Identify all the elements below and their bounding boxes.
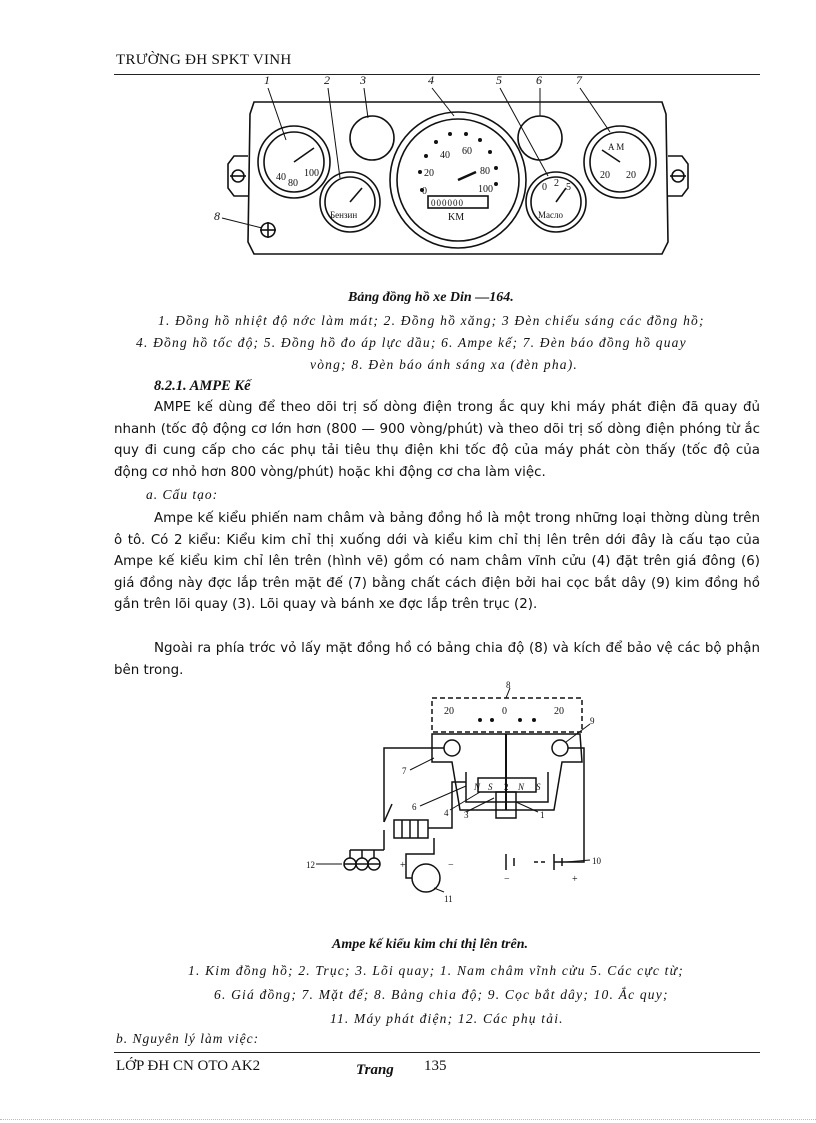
fig2-callout-4: 4 [444, 808, 449, 818]
gauge7-tick-right: 20 [626, 170, 636, 181]
generator-plus: + [400, 860, 406, 871]
speedo-tick-100: 100 [478, 184, 493, 195]
fig2-callout-7: 7 [402, 766, 407, 776]
gauge-lamp-3 [350, 116, 394, 160]
pole-n-right: N [518, 782, 525, 792]
speedo-tick-80: 80 [480, 166, 490, 177]
gauge1-mark-100: 100 [304, 168, 319, 179]
fig2-callout-6: 6 [412, 802, 417, 812]
pole-s-right: S [536, 782, 541, 792]
fig1-callout-8: 8 [214, 209, 220, 223]
fig1-callout-5: 5 [496, 73, 502, 87]
gauge1-mark-80: 80 [288, 178, 298, 189]
fig1-callout-2: 2 [324, 73, 330, 87]
fig1-callout-6: 6 [536, 73, 542, 87]
gauge1-mark-40: 40 [276, 172, 286, 183]
gauge5-tick-2: 2 [554, 178, 559, 189]
gauge7-tick-left: 20 [600, 170, 610, 181]
paragraph-structure: Ampe kế kiểu phiến nam châm và bảng đồng hồ là một trong những loại thờng dùng trên ô tô. Có 2 kiểu: Kiểu kim chỉ thị xuống dới và kiểu kim chỉ thị lên trên dới đây là cấu tạo của Ampe kế kiểu kim chỉ lên trên (hình vẽ) gồm có nam châm vĩnh cửu (4) đặt trên giá đông (6) giá đồng này đợc lắp trên mặt đế (7) bằng chất cách điện bởi hai cọc bắt dây (9) kim đồng hồ gắn trên lõi quay (3). Lõi quay và bánh xe đợc lắp trên trục (2). [114, 511, 760, 612]
terminal-left [444, 740, 460, 756]
ammeter-lamp-6 [518, 116, 562, 160]
dashboard-figure [214, 72, 688, 282]
figure1-caption-line-2: 4. Đồng hồ tốc độ; 5. Đồng hồ đo áp lực dầu; 6. Ampe kế; 7. Đèn báo đồng hồ quay [136, 335, 687, 350]
fig2-callout-11: 11 [444, 894, 453, 904]
generator [412, 864, 440, 892]
fig2-callout-12: 12 [306, 860, 315, 870]
gauge5-label: Масло [538, 210, 563, 220]
figure2-title: Ampe kế kiểu kim chỉ thị lên trên. [332, 937, 529, 952]
switch [384, 804, 392, 822]
fig1-callout-4: 4 [428, 73, 434, 87]
figure2-caption-line-1: 1. Kim đồng hồ; 2. Trục; 3. Lõi quay; 1. Nam châm vĩnh cửu 5. Các cực từ; [188, 963, 684, 978]
fig1-callout-3: 3 [360, 73, 366, 87]
fig2-callout-10: 10 [592, 856, 601, 866]
subheading-principle: b. Nguyên lý làm việc: [116, 1031, 260, 1046]
odometer-digits: 000000 [431, 198, 464, 208]
fig2-callout-2: 2 [504, 782, 509, 792]
footer-rule [114, 1052, 760, 1053]
page-header-title: TRƯỜNG ĐH SPKT VINH [116, 52, 292, 68]
figure2-caption-line-3: 11. Máy phát điện; 12. Các phụ tải. [330, 1011, 564, 1026]
speedo-tick-60: 60 [462, 146, 472, 157]
subheading-structure: a. Cấu tạo: [146, 487, 219, 502]
fig2-callout-9: 9 [590, 716, 595, 726]
wire-right [554, 748, 584, 862]
paragraph-front-cover: Ngoài ra phía trớc vỏ lấy mặt đồng hồ có bảng chia độ (8) và kích để bảo vệ các bộ phận bên trong. [114, 641, 760, 678]
fig2-callout-8: 8 [506, 680, 511, 690]
scale-tick-zero: 0 [502, 706, 507, 717]
battery-minus: − [504, 874, 510, 885]
figure1-caption-line-3: vòng; 8. Đèn báo ánh sáng xa (đèn pha). [310, 357, 579, 372]
pole-s-left: S [488, 782, 493, 792]
ammeter-diagram [284, 682, 624, 912]
gauge5-tick-0: 0 [542, 182, 547, 193]
terminal-right [552, 740, 568, 756]
footer-page-number: 135 [424, 1058, 447, 1074]
fig2-callout-1: 1 [540, 810, 545, 820]
fig2-callout-3: 3 [464, 810, 469, 820]
scale-tick-left: 20 [444, 706, 454, 717]
generator-minus: − [448, 860, 454, 871]
scale-tick-right: 20 [554, 706, 564, 717]
gauge7-label: A M [608, 142, 625, 152]
speedo-tick-0: 0 [422, 186, 427, 197]
figure2-caption-line-2: 6. Giá đồng; 7. Mặt đế; 8. Bảng chia độ; 9. Cọc bắt dây; 10. Ắc quy; [214, 987, 669, 1002]
fig1-callout-7: 7 [576, 73, 582, 87]
regulator-box [394, 820, 428, 838]
paragraph-ammeter-intro: AMPE kế dùng để theo dõi trị số dòng điện trong ắc quy khi máy phát điện đã quay đủ nhanh (tốc độ động cơ lớn hơn (800 — 900 vòng/phút) và theo dõi trị số dòng điện phóng từ ắc quy đi cung cấp cho các phụ tải tiêu thụ điện khi tốc độ của máy phát còn thấy (tốc độ của động cơ nhỏ hơn 800 vòng/phút) hoặc khi động cơ cha làm việc. [114, 400, 760, 480]
pole-n-left: N [474, 782, 481, 792]
battery-plus: + [572, 874, 578, 885]
gauge2-label: Бензин [330, 210, 358, 220]
footer-page-label: Trang [356, 1062, 394, 1078]
figure1-title: Bảng đồng hồ xe Din —164. [348, 290, 514, 305]
gauge5-tick-5: 5 [566, 182, 571, 193]
fig1-callout-1: 1 [264, 73, 270, 87]
footer-class-name: LỚP ĐH CN OTO AK2 [116, 1058, 261, 1074]
speedo-tick-40: 40 [440, 150, 450, 161]
odometer-unit: KM [448, 212, 465, 223]
bottom-dotted-border [0, 1119, 816, 1121]
speedo-tick-20: 20 [424, 168, 434, 179]
section-heading: 8.2.1. AMPE Kế [154, 378, 251, 394]
figure1-caption-line-1: 1. Đồng hồ nhiệt độ nớc làm mát; 2. Đồng hồ xăng; 3 Đèn chiếu sáng các đồng hồ; [158, 313, 705, 328]
